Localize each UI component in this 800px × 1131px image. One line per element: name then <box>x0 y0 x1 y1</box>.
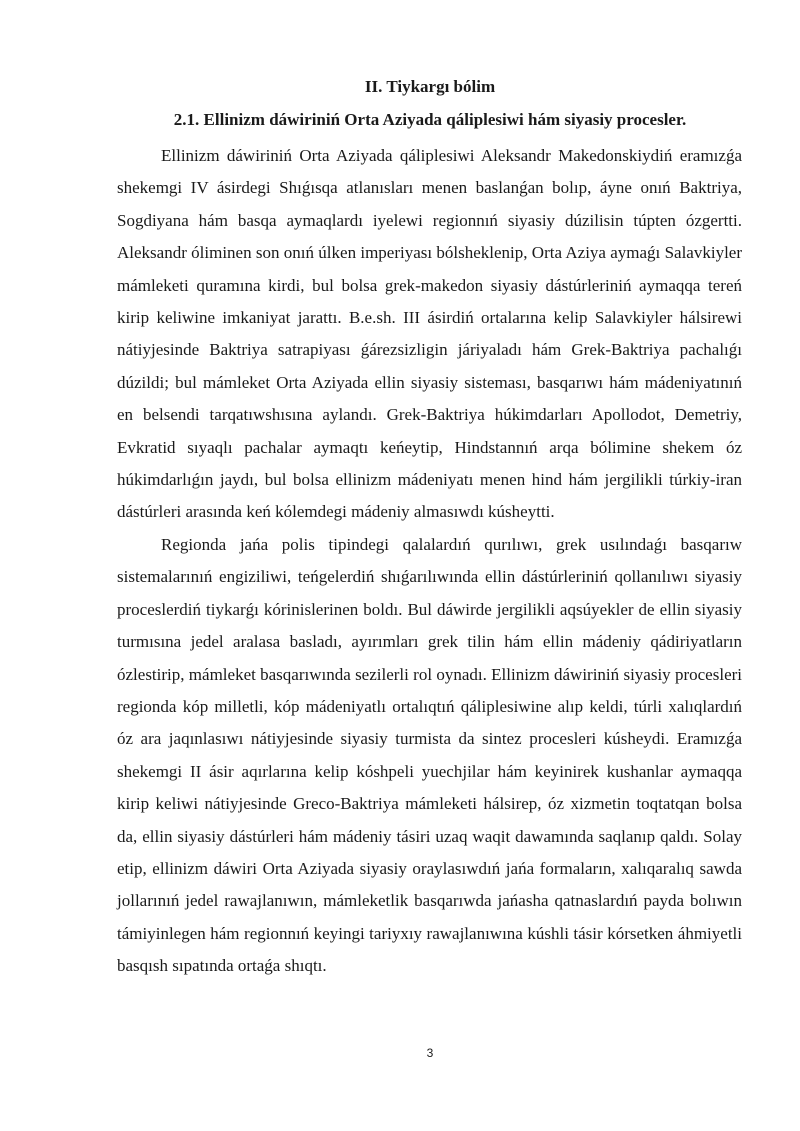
body-text <box>117 140 742 983</box>
paragraph-1: Ellinizm dáwiriniń Orta Aziyada qáliplesiwi Aleksandr Makedonskiydiń eramızǵa shekemgi IV ásirdegi Shıǵısqa atlanısları menen baslanǵan bolıp, áyne onıń Baktriya, Sogdiyana hám basqa aymaqlardı iyelewi regionnıń siyasiy dúzilisin túpten ózgertti. Aleksandr óliminen son onıń úlken imperiyası bólsheklenip, Orta Aziya aymaǵı Salavkiyler mámleketi quramına kirdi, bul bolsa grek-makedon siyasiy dástúrleriniń aymaqqa tereń kirip keliwine imkaniyat jarattı. B.e.sh. III ásirdiń ortalarına kelip Salavkiyler hálsirewi nátiyjesinde Baktriya satrapiyası ǵárezsizligin járiyaladı hám Grek-Baktriya pachalıǵı dúzildi; bul mámleket Orta Aziyada ellin siyasiy sisteması, basqarıwı hám mádeniyatınıń en belsendi tarqatıwshısına aylandı. Grek-Baktriya húkimdarları Apollodot, Demetriy, Evkratid sıyaqlı pachalar aymaqtı keńeytip, Hindstannıń arqa bólimine shekem óz húkimdarlıǵın jaydı, bul bolsa ellinizm mádeniyatı menen hind hám jergilikli túrkiy-iran dástúrleri arasında keń kólemdegi mádeniy almasıwdı kúsheytti. <box>117 146 742 522</box>
paragraph-2: Regionda jańa polis tipindegi qalalardıń qurılıwı, grek usılındaǵı basqarıw sistemalarınıń engiziliwi, teńgelerdiń shıǵarılıwında ellin dástúrleriniń qollanılıwı siyasiy proceslerdiń tiykarǵı kórinislerinen boldı. Bul dáwirde jergilikli aqsúyekler de ellin siyasiy turmısına jedel aralasa basladı, ayırımları grek tilin hám ellin mádeniy qádiriyatların ózlestirip, mámleket basqarıwında sezilerli rol oynadı. Ellinizm dáwiriniń siyasiy procesleri regionda kóp milletli, kóp mádeniyatlı ortalıqtıń qáliplesiwine alıp keldi, túrli xalıqlardıń óz ara jaqınlasıwı nátiyjesinde siyasiy turmista da sintez procesleri kúsheydi. Eramızǵa shekemgi II ásir aqırlarına kelip kóshpeli yuechjilar hám keyinirek kushanlar aymaqqa kirip keliwi nátiyjesinde Greco-Baktriya mámleketi hálsirep, óz xizmetin toqtatqan bolsa da, ellin siyasiy dástúrleri hám mádeniy tásiri uzaq waqit dawamında saqlanıp qaldı. Solay etip, ellinizm dáwiri Orta Aziyada siyasiy oraylasıwdıń jańa formaların, xalıqaralıq sawda jollarınıń jedel rawajlanıwın, mámleketlik basqarıwda jańasha qatnaslardıń payda bolıwın támiyinlegen hám regionnıń keyingi tariyxıy rawajlanıwına kúshli tásir kórsetken áhmiyetli basqısh sıpatında ortaǵa shıqtı. <box>117 534 742 976</box>
page-number: 3 <box>426 1046 434 1060</box>
section-title: 2.1. Ellinizm dáwiriniń Orta Aziyada qáliplesiwi hám siyasiy procesler. <box>173 110 687 129</box>
chapter-title: II. Tiykargı bólim <box>364 77 496 96</box>
